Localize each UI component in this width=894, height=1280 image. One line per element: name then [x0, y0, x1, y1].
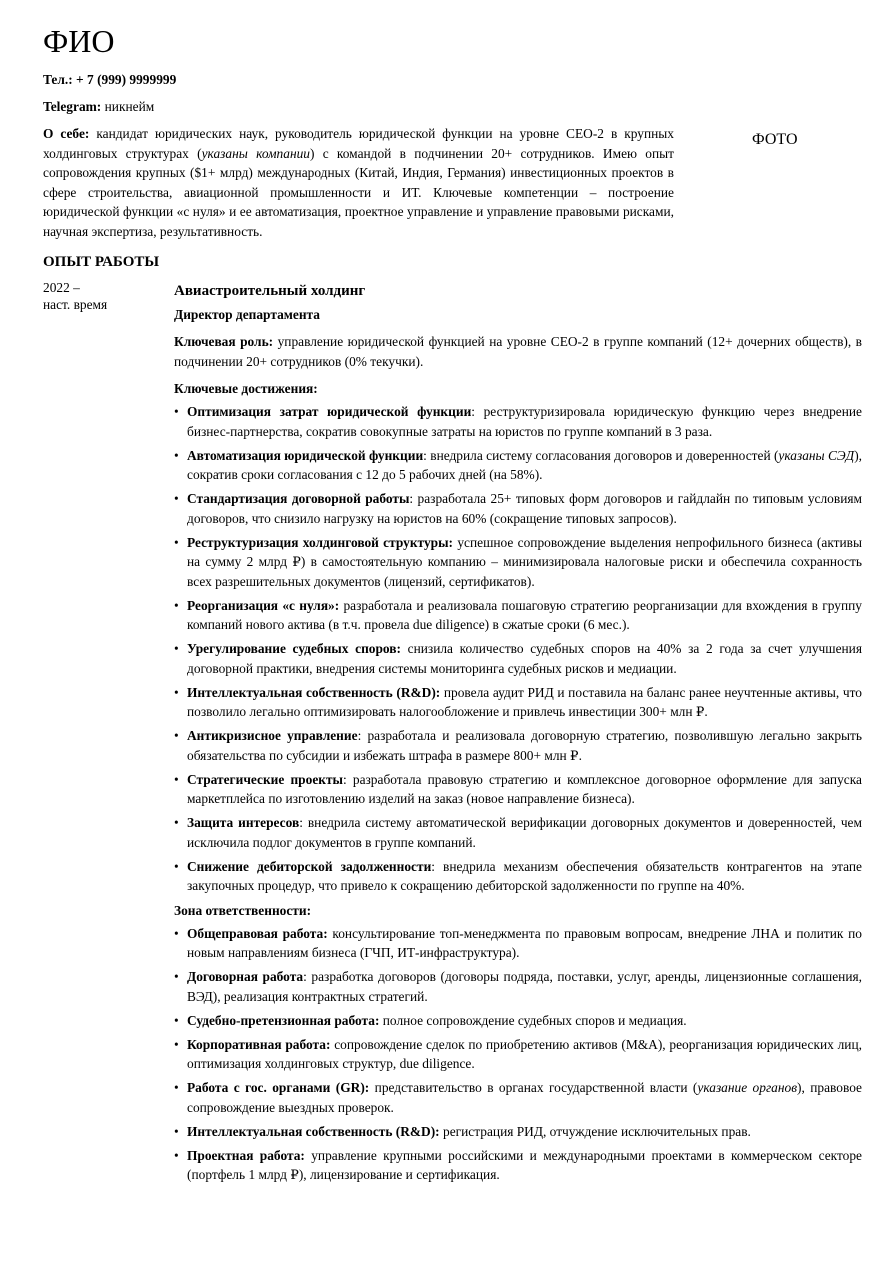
role-label: Ключевая роль:	[174, 334, 274, 349]
responsibilities-title: Зона ответственности:	[174, 902, 312, 918]
item-lead: Реструктуризация холдинговой структуры:	[187, 534, 454, 550]
list-item	[174, 726, 862, 765]
item-italic: указаны СЭД	[778, 447, 855, 463]
item-lead: Корпоративная работа:	[187, 1036, 331, 1052]
list-item	[174, 639, 862, 678]
item-lead: Защита интересов	[187, 815, 300, 831]
item-text: : разработка договоров (договоры подряда, поставки, услуг, аренды, лицензионные соглашения, ВЭД), реализация контрактных стратегий.	[187, 969, 862, 1004]
list-item	[174, 1146, 862, 1185]
telegram-value: никнейм	[104, 99, 155, 114]
item-text: представительство в органах государственной власти (	[369, 1080, 698, 1096]
list-item	[174, 402, 862, 441]
list-item	[174, 533, 862, 592]
item-text: сопровождение сделок по приобретению активов (M&A), реорганизация юридических лиц, оптимизация холдинговых структур, due diligence.	[187, 1036, 862, 1072]
phone-value: + 7 (999) 9999999	[76, 72, 177, 87]
item-text: провела аудит РИД и поставила на баланс ранее неучтенные активы, что позволило легально оптимизировать налогообложение и привлечь инвестиции 300+ млн ₽.	[187, 684, 862, 720]
item-text: : реструктуризировала юридическую функцию через внедрение бизнес-партнерства, сократив совокупные затраты на юристов по группе компаний в 3 раза.	[187, 404, 862, 439]
item-lead: Общеправовая работа:	[187, 925, 328, 941]
list-item	[174, 1035, 862, 1074]
list-item	[174, 770, 862, 809]
item-text: успешное сопровождение выделения непрофильного бизнеса (активы на сумму 2 млрд ₽) в самостоятельную компанию – минимизировала налоговые риски и обеспечила сохранность всех разрешительных документов (лицензий, сертификатов).	[187, 534, 862, 589]
phone-line	[43, 70, 176, 89]
item-lead: Реорганизация «с нуля»:	[187, 597, 340, 613]
item-lead: Проектная работа:	[187, 1147, 305, 1163]
item-text: ), правовое сопровождение выездных проверок.	[187, 1080, 863, 1115]
item-text: : разработала 25+ типовых форм договоров и гайдлайн по типовым условиям договоров, что снизило нагрузку на юристов на 60% (сокращение типовых запросов).	[187, 491, 862, 526]
item-italic: указание органов	[697, 1080, 798, 1096]
item-lead: Интеллектуальная собственность (R&D):	[187, 1123, 440, 1139]
about-italic: указаны компании	[201, 145, 310, 161]
role-text: управление юридической функцией на уровне CEO-2 в группе компаний (12+ дочерних обществ), в подчинении 20+ сотрудников (0% текучки).	[174, 334, 862, 369]
item-text: регистрация РИД, отчуждение исключительных прав.	[439, 1123, 751, 1139]
period-start: 2022 –	[43, 280, 80, 295]
item-text: : внедрила механизм обеспечения обязательств контрагентов на этапе закупочных процедур, что привело к сокращению дебиторской задолженности по группе на 40%.	[187, 858, 862, 894]
achievements-list	[174, 402, 862, 896]
item-lead: Работа с гос. органами (GR):	[187, 1080, 370, 1096]
list-item	[174, 683, 862, 722]
item-lead: Урегулирование судебных споров:	[187, 641, 401, 657]
item-text: разработала и реализовала пошаговую стратегию реорганизации для вхождения в группу компаний нового актива (в т.ч. провела due diligence) в сжатые сроки (6 мес.).	[187, 597, 862, 633]
item-lead: Снижение дебиторской задолженности	[187, 858, 432, 874]
item-text: : разработала и реализовала договорную стратегию, позволившую легально закрыть обязательства по субсидии и избежать штрафа в размере 800+ млн ₽.	[187, 728, 862, 763]
list-item	[174, 857, 862, 896]
achievements-title: Ключевые достижения:	[174, 381, 318, 397]
about-text-2: ) с командой в подчинении 20+ сотрудников. Имею опыт сопровождения крупных ($1+ млрд) международных (Китай, Индия, Германия) инвестиционных проектов в сфере строительства, авиационной промышленности и ИТ. Ключевые компетенции – построение юридической функции «с нуля» и ее автоматизация, проектное управление и управление правовыми рисками, научная экспертиза, результативность.	[43, 145, 674, 239]
item-lead: Судебно-претензионная работа:	[187, 1012, 380, 1028]
company-name: Авиастроительный холдинг	[174, 283, 366, 299]
item-lead: Антикризисное управление	[187, 728, 358, 744]
item-lead: Оптимизация затрат юридической функции	[187, 404, 472, 420]
about-text-1: кандидат юридических наук, руководитель юридической функции на уровне CEO-2 в крупных холдинговых структурах (	[43, 126, 674, 161]
about-paragraph	[43, 124, 674, 242]
job-period	[43, 279, 153, 313]
item-lead: Стратегические проекты	[187, 771, 344, 787]
list-item	[174, 924, 862, 963]
item-lead: Автоматизация юридической функции	[187, 447, 424, 463]
period-end: наст. время	[43, 297, 108, 312]
photo-placeholder: ФОТО	[752, 131, 798, 148]
key-role	[174, 332, 862, 371]
list-item	[174, 596, 862, 635]
section-title-experience: ОПЫТ РАБОТЫ	[43, 254, 160, 270]
item-text: консультирование топ-менеджмента по правовым вопросам, внедрение ЛНА и политик по новым направлениям бизнеса (ГЧП, ИТ-инфраструктура).	[187, 925, 862, 961]
list-item	[174, 446, 862, 485]
telegram-line	[43, 97, 154, 116]
job-block	[174, 281, 862, 1190]
telegram-label: Telegram:	[43, 99, 102, 114]
item-lead: Стандартизация договорной работы	[187, 491, 410, 507]
list-item	[174, 967, 862, 1006]
item-text: снизила количество судебных споров на 40% за 2 года за счет улучшения договорной практики, внедрения системы мониторинга судебных рисков и медиации.	[187, 641, 863, 676]
item-text: : внедрила систему автоматической верификации договорных документов и доверенностей, чем исключила подлог документов в группе компаний.	[187, 815, 862, 850]
item-text: : разработала правовую стратегию и комплексное договорное оформление для запуска маркетплейса по изготовлению изделий на заказ (новое направление бизнеса).	[187, 771, 862, 807]
item-lead: Интеллектуальная собственность (R&D):	[187, 684, 441, 700]
list-item	[174, 1078, 862, 1117]
list-item	[174, 1122, 862, 1142]
item-text: полное сопровождение судебных споров и медиация.	[379, 1012, 687, 1028]
list-item	[174, 1011, 862, 1031]
phone-label: Тел.:	[43, 72, 73, 87]
item-lead: Договорная работа	[187, 969, 304, 985]
item-text: : внедрила систему согласования договоров и доверенностей (	[423, 447, 779, 463]
candidate-name: ФИО	[43, 23, 115, 59]
item-text: управление крупными российскими и международными проектами в коммерческом секторе (портфель 1 млрд ₽), лицензирование и сертификация.	[187, 1147, 862, 1183]
item-text: ), сократив сроки согласования с 12 до 5 рабочих дней (на 58%).	[187, 447, 863, 483]
list-item	[174, 813, 862, 852]
about-label: О себе:	[43, 126, 90, 141]
responsibilities-list	[174, 924, 862, 1185]
job-position: Директор департамента	[174, 307, 320, 322]
list-item	[174, 489, 862, 528]
